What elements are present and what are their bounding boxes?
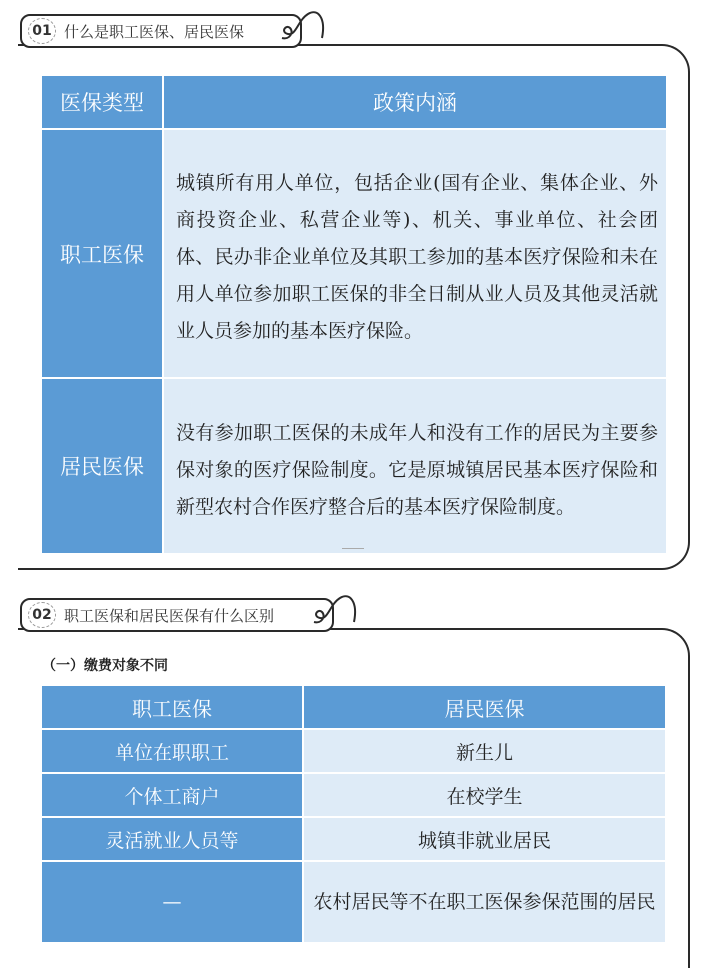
swirl-decoration-icon (280, 10, 338, 44)
section-1-number: 01 (28, 18, 56, 44)
section-2-number: 02 (28, 602, 56, 628)
table-header-type: 医保类型 (41, 75, 163, 129)
table-row (41, 861, 666, 943)
section-2-title: 职工医保和居民医保有什么区别 (64, 606, 275, 625)
section-2-tag (20, 598, 334, 632)
subheading: （一）缴费对象不同 (42, 658, 168, 674)
resident-cell: 在校学生 (303, 773, 666, 817)
resident-cell: 新生儿 (303, 729, 666, 773)
table-row (41, 817, 666, 861)
divider (342, 548, 364, 549)
employee-cell: 单位在职职工 (41, 729, 303, 773)
table-header-employee: 职工医保 (41, 685, 303, 729)
table-row (41, 773, 666, 817)
table-row (41, 378, 667, 554)
resident-cell: 农村居民等不在职工医保参保范围的居民 (303, 861, 666, 943)
employee-cell: 个体工商户 (41, 773, 303, 817)
row-desc-resident: 没有参加职工医保的未成年人和没有工作的居民为主要参保对象的医疗保险制度。它是原城镇居民基本医疗保险和新型农村合作医疗整合后的基本医疗保险制度。 (163, 378, 667, 554)
table-header-policy: 政策内涵 (163, 75, 667, 129)
employee-cell: — (41, 861, 303, 943)
swirl-decoration-icon (312, 594, 370, 628)
row-type-resident: 居民医保 (41, 378, 163, 554)
table-row (41, 129, 667, 378)
employee-cell: 灵活就业人员等 (41, 817, 303, 861)
table-row (41, 729, 666, 773)
resident-cell: 城镇非就业居民 (303, 817, 666, 861)
section-1-tag (20, 14, 302, 48)
row-type-employee: 职工医保 (41, 129, 163, 378)
row-desc-employee: 城镇所有用人单位，包括企业(国有企业、集体企业、外商投资企业、私营企业等)、机关、事业单位、社会团体、民办非企业单位及其职工参加的基本医疗保险和未在用人单位参加职工医保的非全日制从业人员及其他灵活就业人员参加的基本医疗保险。 (163, 129, 667, 378)
section-1-title: 什么是职工医保、居民医保 (64, 22, 245, 41)
payer-comparison-table (40, 684, 667, 944)
insurance-type-table (40, 74, 668, 555)
table-header-resident: 居民医保 (303, 685, 666, 729)
